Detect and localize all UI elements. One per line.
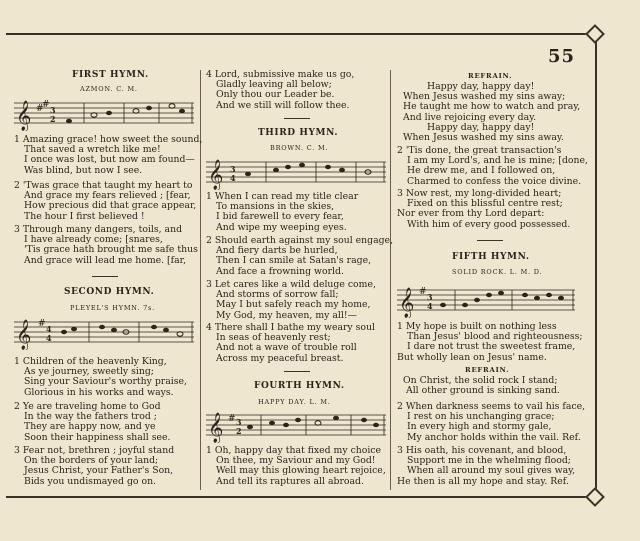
svg-text:4: 4 [46,324,52,334]
verse-line: 4 There shall I bathe my weary soul [206,322,375,333]
third-hymn-verse-1 [206,192,358,233]
verse-line: With him of every good possessed. [407,218,571,230]
svg-text:4: 4 [46,333,52,343]
fourth-hymn-verse-3 [397,189,570,230]
svg-text:𝄞: 𝄞 [208,413,224,443]
svg-text:#: # [36,104,44,114]
second-hymn-tune: PLEYEL'S HYMN. 7s. [70,304,156,312]
verse-line: 1 Children of the heavenly King, [14,356,167,367]
second-hymn-verse-3 [14,446,174,487]
first-hymn-verse-2 [14,181,196,222]
verse-line: 2 'Twas grace that taught my heart to [14,180,193,191]
verse-line: Happy day, happy day! [427,81,535,92]
verse-line: 3 Now rest, my long-divided heart; [397,188,562,199]
svg-text:#: # [38,319,46,329]
verse-line: My God, my heaven, my all!— [216,309,357,321]
verse-line: 3 Fear not, brethren ; joyful stand [14,445,175,456]
verse-line: Fixed on this blissful centre rest; [407,198,563,210]
svg-text:#: # [419,287,427,297]
fourth-hymn-verse-1 [206,446,386,487]
first-hymn-music-staff [14,93,194,131]
verse-line: Then I can smile at Satan's rage, [216,255,372,267]
verse-line: Glorious in his works and ways. [24,386,174,398]
fourth-hymn-verse-2 [397,146,588,187]
verse-line: Happy day, happy day! [427,121,535,133]
verse-line: Charmed to confess the voice divine. [407,175,582,187]
verse-line: 1 Amazing grace! how sweet the sound, [14,134,203,145]
verse-line: Jesus Christ, your Father's Son, [24,465,174,477]
frame-top-rule [6,33,596,35]
third-hymn-verse-2 [206,236,393,277]
verse-line: My anchor holds within the vail. Ref. [407,431,581,443]
verse-line: And live rejoicing every day. [403,111,537,123]
svg-text:3: 3 [236,417,242,427]
verse-line: Gladly leaving all below; [216,79,332,91]
verse-line: He then is all my hope and stay. Ref. [397,475,569,487]
verse-line: The hour I first believed ! [24,210,145,222]
second-hymn-verse-1 [14,357,187,398]
frame-right-rule [595,33,597,498]
svg-text:#: # [228,414,236,424]
verse-line: 2 When darkness seems to vail his face, [397,401,586,412]
column-divider-1 [200,70,201,490]
fifth-hymn-refrain [403,376,560,396]
fifth-hymn-verse-2 [397,402,585,443]
third-hymn-verse-3 [206,280,376,321]
fourth-hymn-tune: HAPPY DAY. L. M. [258,398,331,406]
verse-line: Than Jesus' blood and righteousness; [407,331,583,343]
fifth-hymn-music-staff [397,280,577,318]
verse-line: In every high and stormy gale, [407,421,552,433]
verse-line: To mansions in the skies, [216,201,335,213]
verse-line: 4 Lord, submissive make us go, [206,69,355,80]
fifth-hymn-title: FIFTH HYMN. [452,252,530,262]
verse-line: In the way the fathers trod ; [24,411,157,423]
verse-line: Well may this glowing heart rejoice, [216,465,386,477]
verse-line: And grace will lead me home. [far, [24,254,187,266]
svg-text:𝄞: 𝄞 [208,160,224,190]
verse-line: I am my Lord's, and he is mine; [done, [407,155,588,167]
svg-text:4: 4 [427,301,433,311]
verse-line: When Jesus washed my sins away; [403,91,566,103]
verse-line: 'Tis grace hath brought me safe thus [24,244,198,256]
verse-line: 3 His oath, his covenant, and blood, [397,445,567,456]
corner-ornament-bottom [585,487,605,507]
third-hymn-verse-4 [206,323,375,364]
verse-line: But wholly lean on Jesus' name. [397,351,547,363]
frame-bottom-rule [6,496,596,498]
first-hymn-verse-4 [206,70,354,111]
first-hymn-verse-1 [14,135,202,176]
verse-line: As ye journey, sweetly sing; [24,366,154,378]
fourth-hymn-title: FOURTH HYMN. [254,381,345,391]
svg-text:3: 3 [230,164,236,174]
verse-line: Across my peaceful breast. [216,352,344,364]
first-hymn-verse-3 [14,225,198,266]
verse-line: Sing your Saviour's worthy praise, [24,376,187,388]
svg-text:3: 3 [50,105,56,115]
verse-line: Support me in the whelming flood; [407,455,571,467]
svg-text:#: # [42,100,50,110]
verse-line: Nor ever from thy Lord depart: [397,208,545,220]
verse-line: And not a wave of trouble roll [216,342,357,354]
verse-line: And storms of sorrow fall; [216,289,339,301]
verse-line: May I but safely reach my home, [216,299,371,311]
verse-line: I have already come; [snares, [24,234,163,246]
page-number: 55 [548,46,576,67]
svg-text:𝄞: 𝄞 [16,320,32,350]
verse-line: They are happy now, and ye [24,421,156,433]
verse-line: Only thou our Leader be. [216,89,335,101]
verse-line: Bids you undismayed go on. [24,475,157,487]
fourth-hymn-refrain-label: REFRAIN. [468,72,513,80]
svg-text:2: 2 [50,114,56,124]
verse-line: And wipe my weeping eyes. [216,221,347,233]
svg-text:3: 3 [427,292,433,302]
verse-line: Was blind, but now I see. [24,164,143,176]
verse-line: And we still will follow thee. [216,99,350,111]
verse-line: I bid farewell to every fear, [216,211,344,223]
hymn-separator [284,371,310,372]
verse-line: 1 When I can read my title clear [206,191,359,202]
fourth-hymn-refrain [397,82,580,143]
fifth-hymn-verse-3 [397,446,575,487]
second-hymn-title: SECOND HYMN. [64,287,155,297]
verse-line: He taught me how to watch and pray, [403,101,581,113]
verse-line: How precious did that grace appear, [24,200,197,212]
verse-line: When Jesus washed my sins away. [403,132,564,144]
verse-line: And grace my fears relieved ; [fear, [24,190,191,202]
verse-line: 1 My hope is built on nothing less [397,321,557,332]
verse-line: And face a frowning world. [216,265,344,277]
verse-line: I dare not trust the sweetest frame, [407,341,576,353]
third-hymn-title: THIRD HYMN. [258,128,339,138]
second-hymn-verse-2 [14,402,170,443]
verse-line: When all around my soul gives way, [407,465,576,477]
verse-line: He drew me, and I followed on, [407,165,556,177]
verse-line: 2 Ye are traveling home to God [14,401,161,412]
verse-line: I once was lost, but now am found— [24,154,195,166]
hymn-separator [284,118,310,119]
third-hymn-music-staff [206,152,386,190]
verse-line: And fiery darts be hurled, [216,245,338,257]
fifth-hymn-verse-1 [397,322,583,363]
corner-ornament-top [585,24,605,44]
third-hymn-tune: BROWN. C. M. [270,144,329,152]
hymn-separator [92,276,118,277]
verse-line: And tell its raptures all abroad. [216,475,364,487]
verse-line: 2 Should earth against my soul engage, [206,235,394,246]
fifth-hymn-tune: SOLID ROCK. L. M. D. [452,268,543,276]
verse-line: On the borders of your land; [24,455,159,467]
first-hymn-tune: AZMON. C. M. [80,85,138,93]
second-hymn-music-staff [14,312,194,350]
verse-line: Soon their happiness shall see. [24,431,171,443]
svg-text:𝄞: 𝄞 [16,101,32,131]
verse-line: On thee, my Saviour and my God! [216,455,376,467]
first-hymn-title: FIRST HYMN. [72,70,149,80]
fourth-hymn-music-staff [206,405,386,443]
verse-line: 1 Oh, happy day that fixed my choice [206,445,382,456]
fifth-hymn-refrain-label: REFRAIN. [465,366,510,374]
verse-line: That saved a wretch like me! [24,144,161,156]
verse-line: 3 Let cares like a wild deluge come, [206,279,376,290]
verse-line: On Christ, the solid rock I stand; [403,375,558,386]
verse-line: All other ground is sinking sand. [406,385,560,397]
svg-text:2: 2 [236,426,242,436]
verse-line: 2 'Tis done, the great transaction's [397,145,562,156]
verse-line: 3 Through many dangers, toils, and [14,224,183,235]
column-divider-2 [390,70,391,490]
verse-line: I rest on his unchanging grace; [407,411,555,423]
hymn-separator [477,240,503,241]
verse-line: In seas of heavenly rest; [216,332,331,344]
svg-text:4: 4 [230,173,236,183]
svg-text:𝄞: 𝄞 [399,288,415,318]
